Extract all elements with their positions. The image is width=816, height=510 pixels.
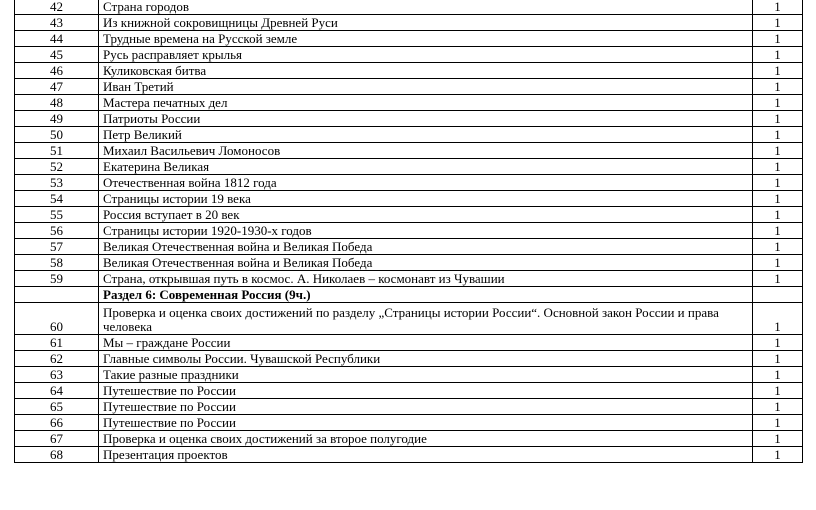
table-row bbox=[15, 31, 803, 47]
lesson-title-cell: Страна, открывшая путь в космос. А. Николаев – космонавт из Чувашии bbox=[99, 271, 753, 287]
lesson-hours-cell: 1 bbox=[753, 31, 803, 47]
lesson-hours-cell: 1 bbox=[753, 335, 803, 351]
lesson-title-cell: Великая Отечественная война и Великая Победа bbox=[99, 255, 753, 271]
lesson-number-cell: 54 bbox=[15, 191, 99, 207]
table-row bbox=[15, 415, 803, 431]
table-row bbox=[15, 159, 803, 175]
lesson-number-cell: 68 bbox=[15, 447, 99, 463]
lesson-hours-cell: 1 bbox=[753, 15, 803, 31]
table-row bbox=[15, 271, 803, 287]
lesson-number-cell: 56 bbox=[15, 223, 99, 239]
lesson-number-cell: 62 bbox=[15, 351, 99, 367]
table-row bbox=[15, 383, 803, 399]
table-row bbox=[15, 207, 803, 223]
lesson-title-cell: Путешествие по России bbox=[99, 399, 753, 415]
lesson-title-cell: Куликовская битва bbox=[99, 63, 753, 79]
lesson-title-cell: Путешествие по России bbox=[99, 415, 753, 431]
lesson-hours-cell: 1 bbox=[753, 223, 803, 239]
lesson-hours-cell: 1 bbox=[753, 127, 803, 143]
lesson-title-cell: Великая Отечественная война и Великая Победа bbox=[99, 239, 753, 255]
table-row bbox=[15, 95, 803, 111]
lesson-number-cell: 60 bbox=[15, 303, 99, 335]
lesson-hours-cell: 1 bbox=[753, 367, 803, 383]
lesson-hours-cell bbox=[753, 287, 803, 303]
lesson-title-cell: Раздел 6: Современная Россия (9ч.) bbox=[99, 287, 753, 303]
table-row bbox=[15, 79, 803, 95]
lesson-number-cell: 67 bbox=[15, 431, 99, 447]
lesson-number-cell: 63 bbox=[15, 367, 99, 383]
lesson-hours-cell: 1 bbox=[753, 415, 803, 431]
lesson-hours-cell: 1 bbox=[753, 239, 803, 255]
lesson-number-cell: 47 bbox=[15, 79, 99, 95]
lesson-title-cell: Петр Великий bbox=[99, 127, 753, 143]
lesson-number-cell bbox=[15, 287, 99, 303]
lesson-number-cell: 44 bbox=[15, 31, 99, 47]
lesson-number-cell: 65 bbox=[15, 399, 99, 415]
lesson-hours-cell: 1 bbox=[753, 191, 803, 207]
lesson-title-cell: Такие разные праздники bbox=[99, 367, 753, 383]
lesson-hours-cell: 1 bbox=[753, 143, 803, 159]
lesson-hours-cell: 1 bbox=[753, 63, 803, 79]
lesson-number-cell: 52 bbox=[15, 159, 99, 175]
lesson-title-cell: Мастера печатных дел bbox=[99, 95, 753, 111]
table-row bbox=[15, 127, 803, 143]
lesson-number-cell: 45 bbox=[15, 47, 99, 63]
lesson-hours-cell: 1 bbox=[753, 271, 803, 287]
table-row bbox=[15, 399, 803, 415]
lesson-title-cell: Из книжной сокровищницы Древней Руси bbox=[99, 15, 753, 31]
lesson-title-cell: Россия вступает в 20 век bbox=[99, 207, 753, 223]
table-row bbox=[15, 351, 803, 367]
lesson-hours-cell: 1 bbox=[753, 399, 803, 415]
lesson-number-cell: 43 bbox=[15, 15, 99, 31]
lesson-hours-cell: 1 bbox=[753, 0, 803, 15]
lesson-number-cell: 48 bbox=[15, 95, 99, 111]
lesson-title-cell: Патриоты России bbox=[99, 111, 753, 127]
lesson-hours-cell: 1 bbox=[753, 159, 803, 175]
lesson-number-cell: 59 bbox=[15, 271, 99, 287]
lesson-title-cell: Презентация проектов bbox=[99, 447, 753, 463]
lesson-title-cell: Трудные времена на Русской земле bbox=[99, 31, 753, 47]
lesson-title-cell: Русь расправляет крылья bbox=[99, 47, 753, 63]
table-row bbox=[15, 191, 803, 207]
table-row bbox=[15, 111, 803, 127]
table-row bbox=[15, 447, 803, 463]
lesson-title-cell: Страна городов bbox=[99, 0, 753, 15]
lesson-title-cell: Страницы истории 1920-1930-х годов bbox=[99, 223, 753, 239]
lesson-number-cell: 66 bbox=[15, 415, 99, 431]
section-header-row bbox=[15, 287, 803, 303]
lesson-hours-cell: 1 bbox=[753, 447, 803, 463]
lesson-number-cell: 42 bbox=[15, 0, 99, 15]
lesson-number-cell: 61 bbox=[15, 335, 99, 351]
lesson-hours-cell: 1 bbox=[753, 79, 803, 95]
lesson-title-cell: Михаил Васильевич Ломоносов bbox=[99, 143, 753, 159]
lesson-number-cell: 53 bbox=[15, 175, 99, 191]
lesson-hours-cell: 1 bbox=[753, 431, 803, 447]
lesson-plan-table bbox=[14, 0, 803, 463]
lesson-number-cell: 46 bbox=[15, 63, 99, 79]
lesson-title-cell: Путешествие по России bbox=[99, 383, 753, 399]
table-row bbox=[15, 239, 803, 255]
table-row bbox=[15, 335, 803, 351]
lesson-hours-cell: 1 bbox=[753, 175, 803, 191]
table-row bbox=[15, 63, 803, 79]
lesson-plan-table-body bbox=[15, 0, 803, 463]
table-row bbox=[15, 303, 803, 335]
lesson-title-cell: Страницы истории 19 века bbox=[99, 191, 753, 207]
lesson-number-cell: 57 bbox=[15, 239, 99, 255]
lesson-title-cell: Проверка и оценка своих достижений за второе полугодие bbox=[99, 431, 753, 447]
lesson-hours-cell: 1 bbox=[753, 207, 803, 223]
table-row bbox=[15, 255, 803, 271]
lesson-number-cell: 50 bbox=[15, 127, 99, 143]
lesson-title-cell: Проверка и оценка своих достижений по разделу „Страницы истории России“. Основной закон России и права человека bbox=[99, 303, 753, 335]
lesson-number-cell: 64 bbox=[15, 383, 99, 399]
lesson-number-cell: 51 bbox=[15, 143, 99, 159]
table-row bbox=[15, 15, 803, 31]
lesson-hours-cell: 1 bbox=[753, 47, 803, 63]
lesson-title-cell: Иван Третий bbox=[99, 79, 753, 95]
lesson-title-cell: Мы – граждане России bbox=[99, 335, 753, 351]
lesson-hours-cell: 1 bbox=[753, 95, 803, 111]
lesson-number-cell: 55 bbox=[15, 207, 99, 223]
lesson-hours-cell: 1 bbox=[753, 255, 803, 271]
lesson-title-cell: Главные символы России. Чувашской Республики bbox=[99, 351, 753, 367]
table-row bbox=[15, 47, 803, 63]
lesson-number-cell: 58 bbox=[15, 255, 99, 271]
table-row bbox=[15, 367, 803, 383]
table-row bbox=[15, 431, 803, 447]
lesson-hours-cell: 1 bbox=[753, 303, 803, 335]
lesson-number-cell: 49 bbox=[15, 111, 99, 127]
lesson-title-cell: Отечественная война 1812 года bbox=[99, 175, 753, 191]
lesson-hours-cell: 1 bbox=[753, 111, 803, 127]
table-row bbox=[15, 223, 803, 239]
lesson-title-cell: Екатерина Великая bbox=[99, 159, 753, 175]
lesson-hours-cell: 1 bbox=[753, 383, 803, 399]
table-row bbox=[15, 0, 803, 15]
table-row bbox=[15, 175, 803, 191]
table-row bbox=[15, 143, 803, 159]
lesson-hours-cell: 1 bbox=[753, 351, 803, 367]
